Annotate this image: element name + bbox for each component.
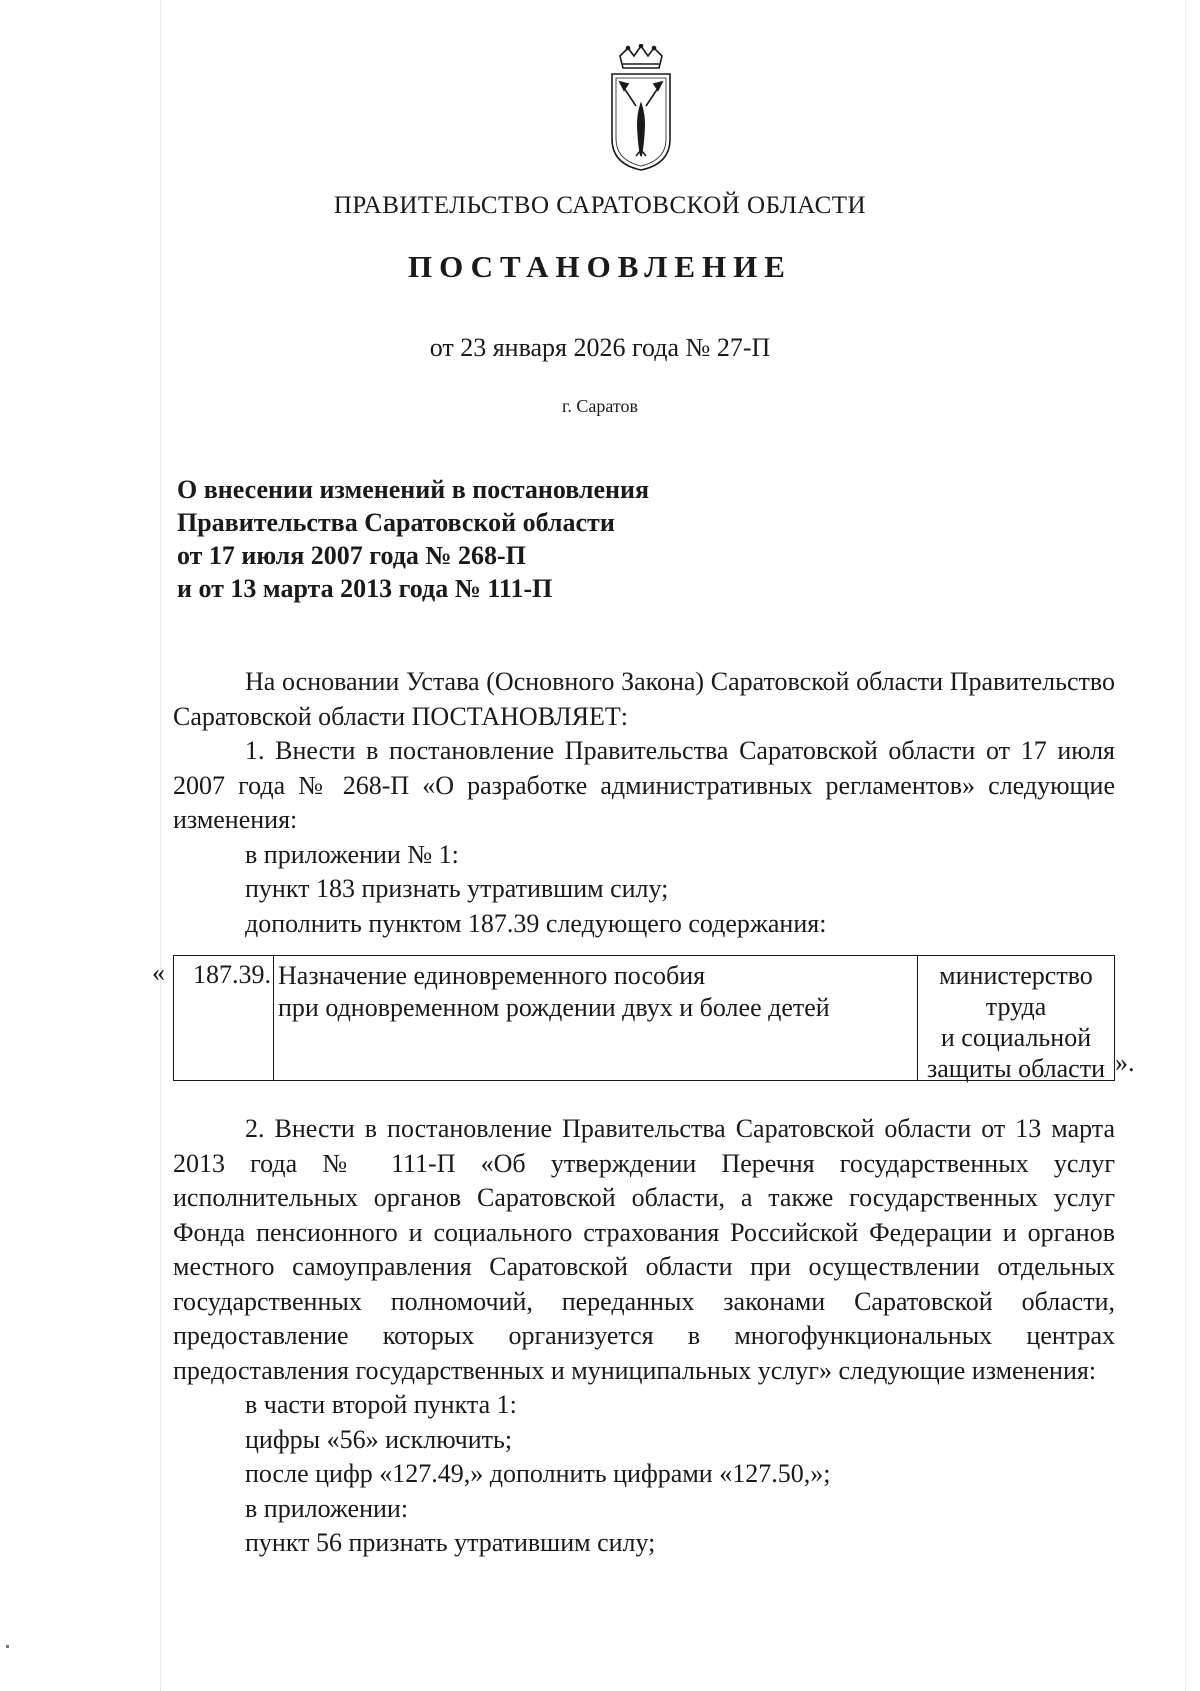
- document-type: ПОСТАНОВЛЕНИЕ: [408, 249, 792, 284]
- clause-item: в приложении № 1:: [245, 839, 459, 869]
- authority-line: министерство: [939, 961, 1093, 990]
- clause-item: пункт 56 признать утратившим силу;: [245, 1528, 656, 1557]
- authority-line: защиты области: [927, 1054, 1105, 1083]
- clause-2-paragraph: 2. Внести в постановление Правительства Саратовской области от 13 марта 2013 года № 111-П «Об утверждении Перечня государственных услуг исполнительных органов Саратовской области, а также государственных услуг Фонда пенсионного и социального страхования Российской Федерации и органов местного самоуправления Саратовской области при осуществлении отдельных государственных полномочий, переданных законами Саратовской области, предоставление которых организуется в многофункциональных центрах предоставления государственных и муниципальных услуг» следующие изменения:: [173, 1114, 1115, 1385]
- subject-line: и от 13 марта 2013 года № 111-П: [177, 574, 553, 603]
- table-cell-service: [274, 956, 918, 1080]
- subject-line: О внесении изменений в постановления: [177, 475, 650, 504]
- clause-1-paragraph: 1. Внести в постановление Правительства Саратовской области от 17 июля 2007 года № 268-П «О разработке административных регламентов» следующие изменения:: [173, 736, 1115, 834]
- clause-item: в части второй пункта 1:: [245, 1390, 517, 1419]
- preamble-paragraph: На основании Устава (Основного Закона) Саратовской области Правительство Саратовской области ПОСТАНОВЛЯЕТ:: [173, 667, 1115, 731]
- document-city: г. Саратов: [562, 396, 638, 416]
- service-line: Назначение единовременного пособия: [278, 961, 706, 990]
- subject-line: Правительства Саратовской области: [177, 508, 615, 537]
- table-open-quote: «: [152, 958, 165, 987]
- clause-item: после цифр «127.49,» дополнить цифрами «127.50,»;: [245, 1459, 831, 1488]
- table-close-quote: ».: [1115, 1048, 1135, 1077]
- clause-item: цифры «56» исключить;: [245, 1424, 513, 1454]
- document-date-number: от 23 января 2026 года № 27-П: [429, 333, 771, 362]
- section-1: [173, 665, 1115, 941]
- document-subject: [177, 473, 649, 605]
- scan-speck: [6, 1645, 9, 1648]
- table-cell-authority: [918, 956, 1114, 1084]
- clause-1-items: [173, 838, 1115, 942]
- clause-2-items: [173, 1388, 1115, 1561]
- amendment-table: [173, 955, 1115, 1081]
- authority-line: и социальной: [940, 1023, 1092, 1052]
- clause-item: дополнить пунктом 187.39 следующего содержания:: [245, 908, 827, 938]
- clause-item: в приложении:: [245, 1493, 409, 1523]
- service-line: при одновременном рождении двух и более детей: [278, 993, 830, 1022]
- saratov-coat-of-arms-icon: [606, 44, 676, 172]
- section-2: [173, 1112, 1115, 1561]
- table-cell-number: 187.39.: [174, 956, 274, 1080]
- government-name: ПРАВИТЕЛЬСТВО САРАТОВСКОЙ ОБЛАСТИ: [333, 192, 867, 219]
- authority-line: труда: [985, 992, 1047, 1021]
- clause-item: пункт 183 признать утратившим силу;: [245, 874, 669, 903]
- subject-line: от 17 июля 2007 года № 268-П: [177, 541, 526, 570]
